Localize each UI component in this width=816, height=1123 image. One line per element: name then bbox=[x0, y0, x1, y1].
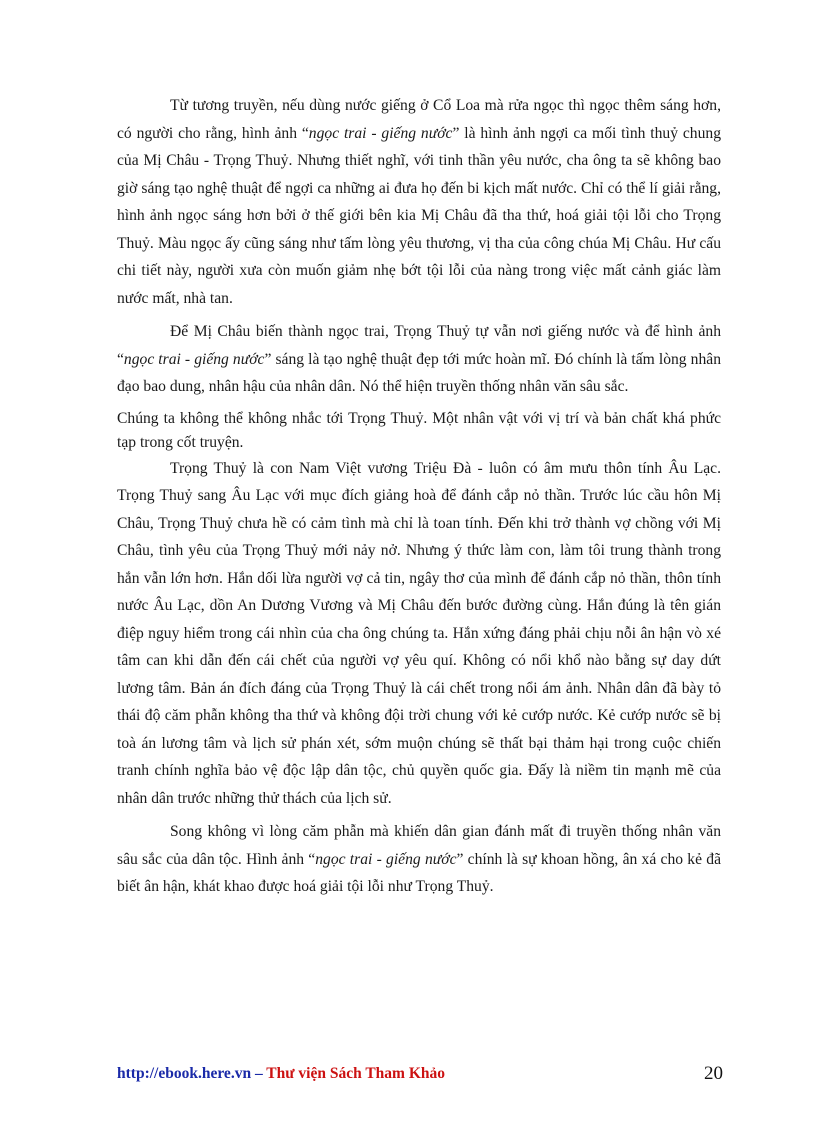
body-text bbox=[117, 92, 721, 907]
emphasis-ngoc-trai: ngọc trai - giếng nước bbox=[123, 350, 265, 368]
paragraph-3: Chúng ta không thể không nhắc tới Trọng Thuỷ. Một nhân vật với vị trí và bản chất khá phức tạp trong cốt truyện. bbox=[117, 409, 721, 451]
page-footer bbox=[117, 1063, 723, 1091]
paragraph-5: Song không vì lòng căm phẫn mà khiến dân gian đánh mất đi truyền thống nhân văn sâu sắc của dân tộc. Hình ảnh “ngọc trai - giếng nước” chính là sự khoan hồng, ân xá cho kẻ đã biết ân hận, khát khao được hoá giải tội lỗi như Trọng Thuỷ. bbox=[117, 823, 721, 895]
paragraph-4: Trọng Thuỷ là con Nam Việt vương Triệu Đà - luôn có âm mưu thôn tính Âu Lạc. Trọng Thuỷ sang Âu Lạc với mục đích giảng hoà để đánh cắp nỏ thần. Trước lúc cầu hôn Mị Châu, Trọng Thuỷ chưa hề có cảm tình mà chỉ là toan tính. Đến khi trở thành vợ chồng với Mị Châu, tình yêu của Trọng Thuỷ mới nảy nở. Nhưng ý thức làm con, làm tôi trung thành trong hắn vẫn lớn hơn. Hắn dối lừa người vợ cả tin, ngây thơ của mình để đánh cắp nỏ thần, thôn tính nước Âu Lạc, dồn An Dương Vương và Mị Châu đến bước đường cùng. Hắn đúng là tên gián điệp nguy hiểm trong cái nhìn của cha ông chúng ta. Hắn xứng đáng phải chịu nỗi ân hận vò xé tâm can khi dẫn đến cái chết của người vợ yêu quí. Không có nổi khổ nào bằng sự day dứt lương tâm. Bản án đích đáng của Trọng Thuỷ là cái chết trong nổi ám ảnh. Nhân dân đã bày tỏ thái độ căm phẫn không tha thứ và không đội trời chung với kẻ cướp nước. Kẻ cướp nước sẽ bị toà án lương tâm và lịch sử phán xét, sớm muộn chúng sẽ thất bại thảm hại trong cuộc chiến tranh chính nghĩa bảo vệ độc lập dân tộc, chủ quyền quốc gia. Đấy là niềm tin mạnh mẽ của nhân dân trước những thử thách của lịch sử. bbox=[117, 459, 721, 807]
emphasis-ngoc-trai: ngọc trai - giếng nước bbox=[308, 124, 453, 142]
footer-source bbox=[117, 1065, 445, 1083]
paragraph-1: Từ tương truyền, nếu dùng nước giếng ở Cổ Loa mà rửa ngọc thì ngọc thêm sáng hơn, có người cho rằng, hình ảnh “ngọc trai - giếng nước” là hình ảnh ngợi ca mối tình thuỷ chung của Mị Châu - Trọng Thuỷ. Nhưng thiết nghĩ, với tinh thần yêu nước, cha ông ta sẽ không bao giờ sáng tạo nghệ thuật để ngợi ca những ai đưa họ đến bi kịch mất nước. Chỉ có thể lí giải rằng, hình ảnh ngọc sáng hơn bởi ở thế giới bên kia Mị Châu đã tha thứ, hoá giải tội lỗi cho Trọng Thuỷ. Màu ngọc ấy cũng sáng như tấm lòng yêu thương, vị tha của công chúa Mị Châu. Hư cấu chi tiết này, người xưa còn muốn giảm nhẹ bớt tội lỗi của nàng trong việc mất cảnh giác làm nước mất, nhà tan. bbox=[117, 97, 721, 307]
footer-url-link[interactable]: http://ebook.here.vn bbox=[117, 1065, 252, 1082]
footer-separator: – bbox=[251, 1065, 267, 1082]
emphasis-ngoc-trai: ngọc trai - giếng nước bbox=[315, 850, 457, 868]
paragraph-2: Để Mị Châu biến thành ngọc trai, Trọng Thuỷ tự vẫn nơi giếng nước và để hình ảnh “ngọc trai - giếng nước” sáng là tạo nghệ thuật đẹp tới mức hoàn mĩ. Đó chính là tấm lòng nhân đạo bao dung, nhân hậu của nhân dân. Nó thể hiện truyền thống nhân văn sâu sắc. bbox=[117, 323, 721, 395]
page-number: 20 bbox=[704, 1063, 723, 1084]
footer-library-name: Thư viện Sách Tham Khảo bbox=[266, 1065, 446, 1082]
